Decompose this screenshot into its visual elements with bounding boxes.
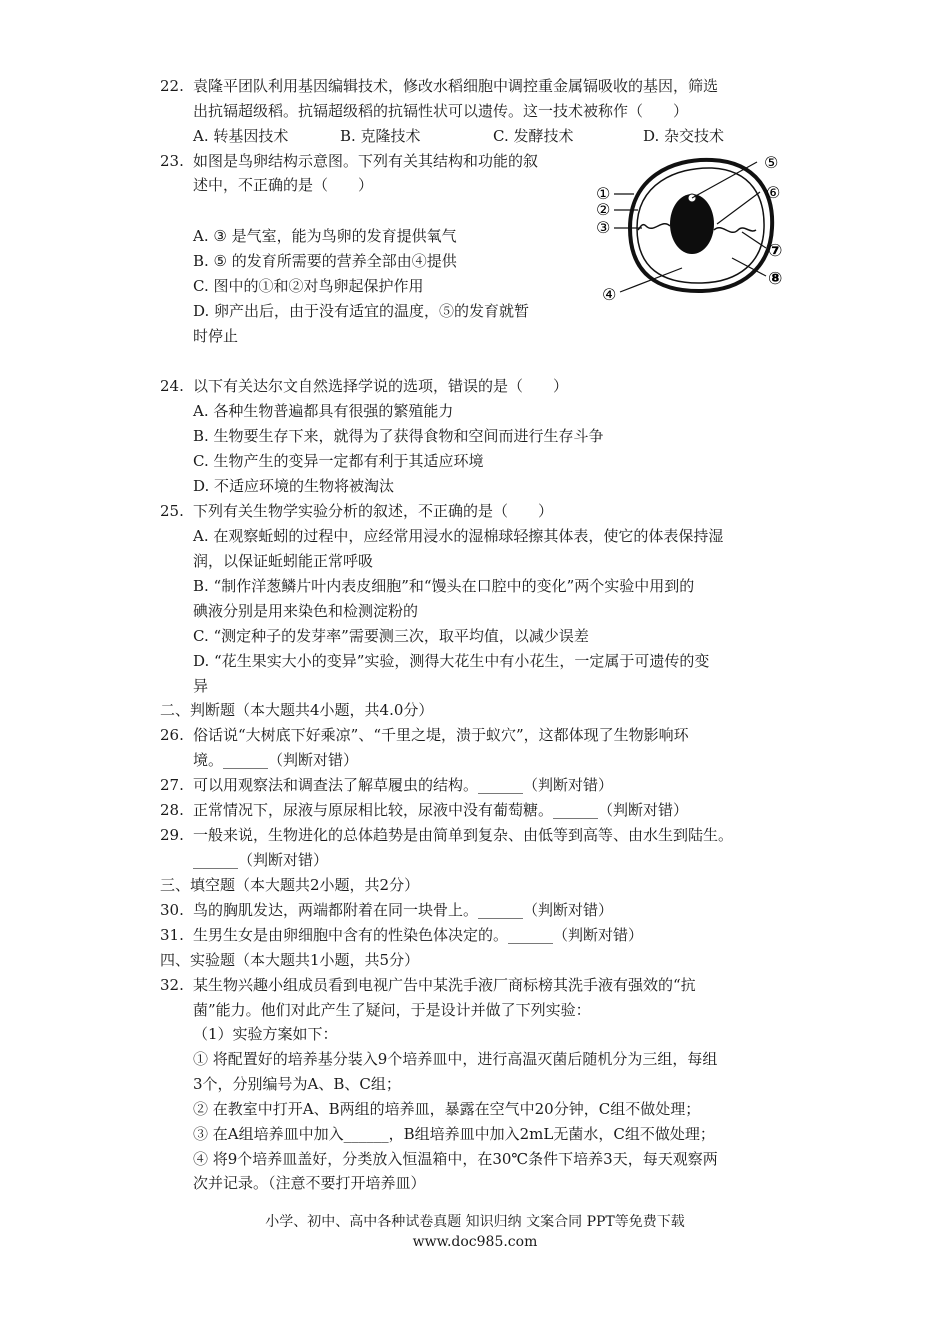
question-text: 3个，分别编号为A、B、C组；	[193, 1075, 401, 1093]
question-text: 出抗镉超级稻。抗镉超级稻的抗镉性状可以遗传。这一技术被称作（ ）	[193, 102, 689, 120]
question-text: 正常情况下，尿液与原尿相比较，尿液中没有葡萄糖。______（判断对错）	[193, 801, 689, 819]
question-number: 29.	[160, 826, 184, 844]
question-text: 某生物兴趣小组成员看到电视广告中某洗手液厂商标榜其洗手液有强效的“抗	[193, 976, 696, 994]
question-text: 以下有关达尔文自然选择学说的选项，错误的是（ ）	[193, 377, 569, 395]
option-d-cont: 异	[193, 677, 209, 695]
question-text: 俗话说“大树底下好乘凉”、“千里之堤，溃于蚁穴”，这都体现了生物影响环	[193, 726, 689, 744]
question-number: 22.	[160, 77, 184, 95]
bird-egg-diagram	[592, 148, 792, 308]
option-d: D. 卵产出后，由于没有适宜的温度，⑤的发育就暂	[193, 302, 530, 320]
option-b: B. 生物要生存下来，就得为了获得食物和空间而进行生存斗争	[193, 427, 604, 445]
question-text: 生男生女是由卵细胞中含有的性染色体决定的。______（判断对错）	[193, 926, 644, 944]
question-number: 28.	[160, 801, 184, 819]
question-text: 次并记录。（注意不要打开培养皿）	[193, 1174, 426, 1192]
option-b: B. “制作洋葱鳞片叶内表皮细胞”和“馒头在口腔中的变化”两个实验中用到的	[193, 577, 695, 595]
question-text: （1）实验方案如下：	[193, 1025, 338, 1043]
option-b-cont: 碘液分别是用来染色和检测淀粉的	[193, 602, 419, 620]
option-d-cont: 时停止	[193, 327, 239, 345]
question-text: 菌”能力。他们对此产生了疑问，于是设计并做了下列实验：	[193, 1001, 591, 1019]
label-2: ②	[596, 200, 611, 219]
question-text: 境。______（判断对错）	[193, 751, 359, 769]
option-d: D. 不适应环境的生物将被淘汰	[193, 477, 395, 495]
option-a: A. 各种生物普遍都具有很强的繁殖能力	[193, 402, 454, 420]
footer-url[interactable]: www.doc985.com	[412, 1234, 538, 1250]
question-number: 30.	[160, 901, 184, 919]
option-b: B. ⑤ 的发育所需要的营养全部由④提供	[193, 252, 457, 270]
section-heading: 四、实验题（本大题共1小题，共5分）	[160, 951, 420, 969]
section-heading: 二、判断题（本大题共4小题，共4.0分）	[160, 701, 434, 719]
label-1: ①	[596, 184, 611, 203]
option-c: C. 发酵技术	[493, 127, 574, 145]
option-a-cont: 润，以保证蚯蚓能正常呼吸	[193, 552, 374, 570]
option-b: B. 克隆技术	[340, 127, 421, 145]
question-number: 24.	[160, 377, 184, 395]
label-3: ③	[596, 218, 611, 237]
option-a: A. 转基因技术	[193, 127, 289, 145]
label-4: ④	[602, 285, 617, 304]
question-number: 32.	[160, 976, 184, 994]
label-8: ⑧	[768, 269, 783, 289]
option-c: C. 图中的①和②对鸟卵起保护作用	[193, 277, 424, 295]
option-a: A. 在观察蚯蚓的过程中，应经常用浸水的湿棉球轻擦其体表，使它的体表保持湿	[193, 527, 724, 545]
question-number: 27.	[160, 776, 184, 794]
question-text: ① 将配置好的培养基分装入9个培养皿中，进行高温灭菌后随机分为三组，每组	[193, 1050, 718, 1068]
label-5: ⑤	[764, 153, 779, 172]
question-number: 25.	[160, 502, 184, 520]
question-text: ______（判断对错）	[193, 851, 329, 869]
label-6: ⑥	[766, 183, 781, 202]
question-text: 述中，不正确的是（ ）	[193, 176, 374, 194]
question-number: 23.	[160, 152, 184, 170]
egg-yolk	[670, 194, 714, 254]
question-text: 下列有关生物学实验分析的叙述，不正确的是（ ）	[193, 502, 554, 520]
option-c: C. “测定种子的发芽率”需要测三次，取平均值，以减少误差	[193, 627, 589, 645]
option-c: C. 生物产生的变异一定都有利于其适应环境	[193, 452, 484, 470]
section-heading: 三、填空题（本大题共2小题，共2分）	[160, 876, 420, 894]
question-text: 一般来说，生物进化的总体趋势是由简单到复杂、由低等到高等、由水生到陆生。	[193, 826, 734, 844]
question-text: 鸟的胸肌发达，两端都附着在同一块骨上。______（判断对错）	[193, 901, 614, 919]
question-text: ② 在教室中打开A、B两组的培养皿，暴露在空气中20分钟，C组不做处理；	[193, 1100, 701, 1118]
question-text: 可以用观察法和调查法了解草履虫的结构。______（判断对错）	[193, 776, 614, 794]
question-text: 袁隆平团队利用基因编辑技术，修改水稻细胞中调控重金属镉吸收的基因，筛选	[193, 77, 719, 95]
option-a: A. ③ 是气室，能为鸟卵的发育提供氧气	[193, 227, 457, 245]
question-text: ④ 将9个培养皿盖好，分类放入恒温箱中，在30℃条件下培养3天，每天观察两	[193, 1150, 718, 1168]
question-number: 31.	[160, 926, 184, 944]
label-7: ⑦	[768, 241, 783, 261]
option-d: D. “花生果实大小的变异”实验，测得大花生中有小花生，一定属于可遗传的变	[193, 652, 710, 670]
question-text: 如图是鸟卵结构示意图。下列有关其结构和功能的叙	[193, 152, 539, 170]
question-number: 26.	[160, 726, 184, 744]
question-text: ③ 在A组培养皿中加入______，B组培养皿中加入2mL无菌水，C组不做处理；	[193, 1125, 715, 1143]
option-d: D. 杂交技术	[643, 127, 725, 145]
footer-text: 小学、初中、高中各种试卷真题 知识归纳 文案合同 PPT等免费下载	[265, 1214, 685, 1230]
